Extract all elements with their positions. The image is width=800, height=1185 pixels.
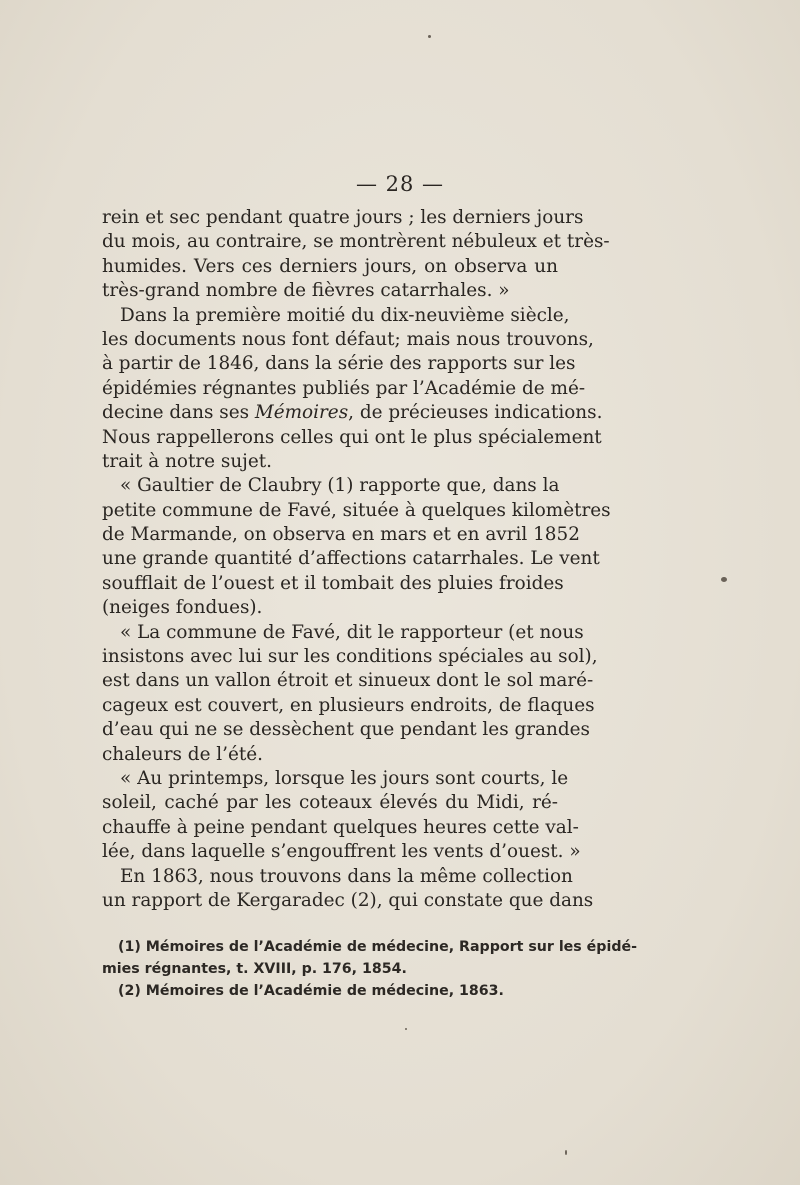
text-line: « La commune de Favé, dit le rapporteur (et nous — [120, 621, 584, 643]
text-line: Dans la première moitié du dix-neuvième siècle, — [120, 304, 570, 326]
text-line: Nous rappellerons celles qui ont le plus spécialement — [102, 426, 602, 448]
text-line: les documents nous font défaut; mais nous trouvons, — [102, 328, 594, 350]
text-line: insistons avec lui sur les conditions spéciales au sol), — [102, 646, 598, 668]
text-line: soleil, caché par les coteaux élevés du Midi, ré- — [102, 792, 558, 814]
text-segment: , de précieuses indications. — [348, 402, 603, 424]
text-line: à partir de 1846, dans la série des rapports sur les — [102, 353, 576, 375]
text-line-with-italic — [102, 401, 603, 425]
text-line: (neiges fondues). — [102, 597, 263, 619]
footnote-line: mies régnantes, t. XVIII, p. 176, 1854. — [102, 961, 407, 977]
text-line: chauffe à peine pendant quelques heures cette val- — [102, 816, 579, 838]
text-line: chaleurs de l’été. — [102, 743, 264, 765]
text-line: de Marmande, on observa en mars et en avril 1852 — [102, 524, 580, 546]
italic-title: Mémoires — [254, 402, 349, 424]
text-line: humides. Vers ces derniers jours, on observa un — [102, 255, 558, 277]
text-line: « Gaultier de Claubry (1) rapporte que, dans la — [120, 475, 560, 497]
ink-speck — [721, 577, 727, 582]
text-line: d’eau qui ne se dessèchent que pendant les grandes — [102, 719, 590, 741]
footnote-line: (2) Mémoires de l’Académie de médecine, 1863. — [118, 983, 504, 999]
text-line: trait à notre sujet. — [102, 450, 273, 472]
text-line: soufflait de l’ouest et il tombait des pluies froides — [102, 572, 564, 594]
ink-speck — [428, 35, 431, 38]
text-line: une grande quantité d’affections catarrhales. Le vent — [102, 548, 600, 570]
page-number: — 28 — — [355, 172, 445, 196]
text-line: rein et sec pendant quatre jours ; les derniers jours — [102, 207, 584, 228]
footnote-line: (1) Mémoires de l’Académie de médecine, Rapport sur les épidé- — [118, 939, 637, 955]
text-line: épidémies régnantes publiés par l’Académie de mé- — [102, 377, 586, 399]
text-line: lée, dans laquelle s’engouffrent les vents d’ouest. » — [102, 841, 581, 863]
text-line: « Au printemps, lorsque les jours sont courts, le — [120, 767, 569, 789]
text-segment: decine dans ses — [102, 402, 250, 424]
text-line: petite commune de Favé, située à quelques kilomètres — [102, 499, 611, 521]
text-line: un rapport de Kergaradec (2), qui constate que dans — [102, 889, 594, 911]
text-line: cageux est couvert, en plusieurs endroits, de flaques — [102, 694, 595, 716]
text-line: du mois, au contraire, se montrèrent nébuleux et très- — [102, 231, 610, 253]
text-line: est dans un vallon étroit et sinueux dont le sol maré- — [102, 670, 594, 692]
body-text — [102, 206, 611, 913]
ink-speck — [405, 1028, 407, 1030]
footnotes — [102, 936, 637, 1002]
text-line: très-grand nombre de fièvres catarrhales. » — [102, 280, 510, 302]
ink-speck — [565, 1150, 567, 1155]
text-line: En 1863, nous trouvons dans la même collection — [120, 865, 573, 887]
